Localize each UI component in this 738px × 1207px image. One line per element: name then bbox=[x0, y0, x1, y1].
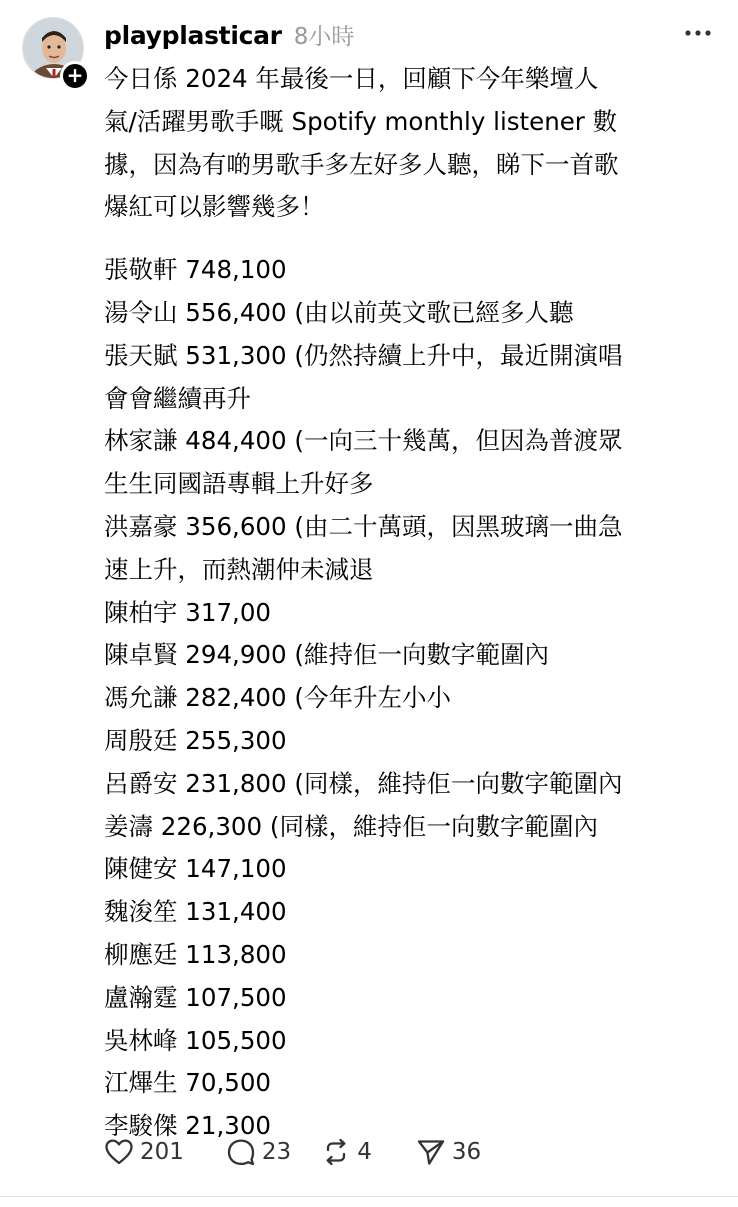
list-line: 柳應廷 113,800 bbox=[104, 939, 287, 969]
share-count: 36 bbox=[451, 1139, 482, 1165]
body-line: 爆紅可以影響幾多！ bbox=[104, 192, 325, 222]
list-line: 李駿傑 21,300 bbox=[104, 1111, 272, 1141]
list-line: 林家謙 484,400 (一向三十幾萬，但因為普渡眾 bbox=[104, 426, 623, 456]
reply-button[interactable] bbox=[226, 1138, 291, 1166]
paragraph-gap bbox=[104, 229, 716, 249]
reply-count: 23 bbox=[261, 1139, 292, 1165]
list-line: 呂爵安 231,800 (同樣，維持佢一向數字範圍內 bbox=[104, 768, 623, 798]
post-header bbox=[104, 18, 354, 51]
body-line: 氣/活躍男歌手嘅 Spotify monthly listener 數 bbox=[104, 106, 618, 136]
list-line: 張天賦 531,300 (仍然持續上升中，最近開演唱 bbox=[104, 340, 623, 370]
repost-icon bbox=[321, 1138, 351, 1166]
post-body bbox=[104, 58, 716, 1148]
username[interactable]: playplasticar bbox=[104, 21, 282, 50]
list-line: 陳健安 147,100 bbox=[104, 854, 287, 884]
list-line: 洪嘉豪 356,600 (由二十萬頭，因黑玻璃一曲急 bbox=[104, 511, 623, 541]
like-button[interactable] bbox=[104, 1138, 184, 1166]
like-count: 201 bbox=[140, 1139, 184, 1165]
list-line: 會會繼續再升 bbox=[104, 383, 251, 413]
post-actions bbox=[104, 1138, 481, 1166]
list-line: 馮允謙 282,400 (今年升左小小 bbox=[104, 683, 451, 713]
list-line: 姜濤 226,300 (同樣，維持佢一向數字範圍內 bbox=[104, 811, 598, 841]
body-line: 據，因為有啲男歌手多左好多人聽，睇下一首歌 bbox=[104, 149, 619, 179]
list-line: 生生同國語專輯上升好多 bbox=[104, 469, 374, 499]
list-line: 周殷廷 255,300 bbox=[104, 725, 287, 755]
list-line: 張敬軒 748,100 bbox=[104, 255, 287, 285]
follow-button[interactable]: + bbox=[60, 61, 90, 91]
list-line: 江熚生 70,500 bbox=[104, 1068, 272, 1098]
divider bbox=[0, 1196, 738, 1197]
heart-icon bbox=[104, 1138, 134, 1166]
share-button[interactable] bbox=[416, 1138, 481, 1166]
list-line: 盧瀚霆 107,500 bbox=[104, 982, 287, 1012]
list-line: 速上升，而熱潮仲未減退 bbox=[104, 554, 374, 584]
repost-count: 4 bbox=[357, 1139, 372, 1165]
more-horizontal-icon[interactable] bbox=[684, 28, 712, 38]
list-line: 陳卓賢 294,900 (維持佢一向數字範圍內 bbox=[104, 640, 549, 670]
list-line: 魏浚笙 131,400 bbox=[104, 897, 287, 927]
repost-button[interactable] bbox=[321, 1138, 372, 1166]
list-line: 陳柏宇 317,00 bbox=[104, 597, 272, 627]
send-icon bbox=[416, 1138, 446, 1166]
body-line: 今日係 2024 年最後一日，回顧下今年樂壇人 bbox=[104, 64, 599, 93]
post-timestamp: 8小時 bbox=[293, 24, 355, 50]
avatar-container[interactable] bbox=[22, 17, 84, 87]
list-line: 湯令山 556,400 (由以前英文歌已經多人聽 bbox=[104, 297, 574, 327]
list-line: 吳林峰 105,500 bbox=[104, 1025, 287, 1055]
comment-icon bbox=[226, 1138, 256, 1166]
